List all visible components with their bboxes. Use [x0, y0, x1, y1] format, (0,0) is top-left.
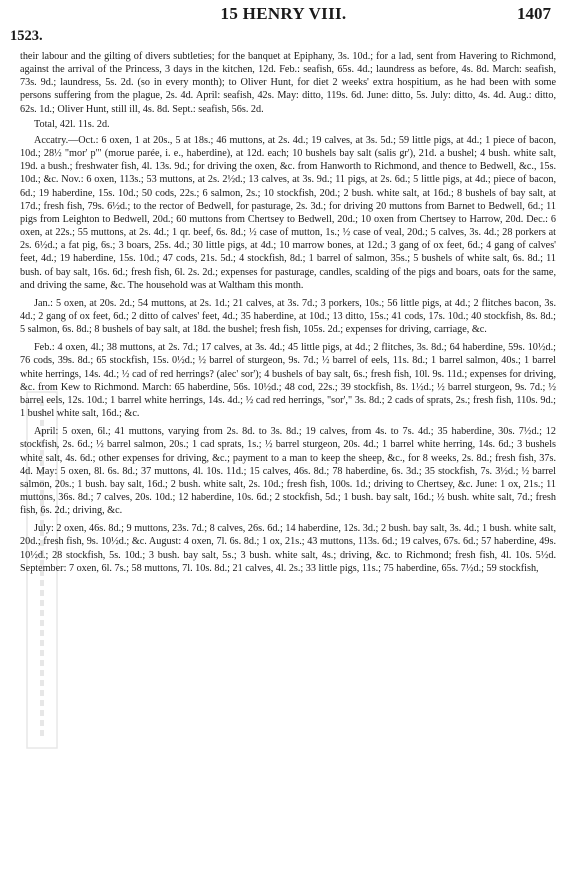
- running-header-title: 15 HENRY VIII.: [220, 4, 347, 23]
- paragraph-seafish-continued: their labour and the gilting of divers subtleties; for the banquet at Epiphany, 3s. 10d.; for a lad, sent from Havering to Richmond, against the arrival of the Princess, 3 days in the kitchen, 12d. Feb.: seafish, 65s. 4d.; laundress as before, 4s. 8d. March: seafish, 73s. 9d.; laundress, 5s. 2d. (so in every month); to Oliver Hunt, for diet 2 weeks' extra hospitium, as he had been with some persons suffering from the plague, 2s. 4d. April: seafish, 42s. May: ditto, 119s. 6d. June: ditto, 5s. July: ditto, 4s. 4d. Aug.: ditto, 62s. 1d.; Oliver Hunt, still ill, 4s. 8d. Sept.: seafish, 56s. 2d.: [20, 51, 556, 115]
- year-marker: 1523.: [10, 28, 43, 44]
- paragraph-february-march: Feb.: 4 oxen, 4l.; 38 muttons, at 2s. 7d.; 17 calves, at 3s. 4d.; 45 little pigs, at 4d.; 2 flitches, 3s. 8d.; 64 haberdine, 59s. 10½d.; 76 cods, 39s. 8d.; 65 stockfish, 15s. 0½d.; ½ barrel of sturgeon, 9s. 7d.; ½ barrel of eels, 11s. 8d.; 1 barrel salmon, 40s.; 1 barrel white herrings, 14s. 4d.; ½ cad of red herrings? (alec' sor'); 4 bushels of bay salt, 6s.; fresh fish, 10l. 9s. 11d.; expenses for driving, &c. from Kew to Richmond. March: 65 haberdine, 56s. 10½d.; 48 cod, 22s.; 39 stockfish, 8s. 1½d.; ½ barrel sturgeon, 9s. 7d.; ½ barrel eels, 12s. 10d.; 1 barrel white herrings, 14s. 4d.; ½ cad red herrings, "sor'," 3s. 8d.; 2 cads of sprats, 2s.; fresh fish, 110s. 9d.; 1 bushel white salt, 16d.; &c.: [20, 342, 556, 420]
- paragraph-january: Jan.: 5 oxen, at 20s. 2d.; 54 muttons, at 2s. 1d.; 21 calves, at 3s. 7d.; 3 porkers, 10s.; 56 little pigs, at 4d.; 2 flitches bacon, 3s. 4d.; 2 gang of ox feet, 6d.; 2 ditto of calves' feet, 4d.; 35 haberdine, at 10d.; 13 ditto, 15s.; 41 cods, 17s. 10d.; 40 stockfish, 8s. 8d.; 5 salmon, 6s. 8d.; 8 bushels of bay salt, at 18d. the bushel; fresh fish, 105s. 2d.; expenses for driving, carriage, &c.: [20, 297, 556, 336]
- paragraph-total: Total, 42l. 11s. 2d.: [34, 119, 110, 131]
- paragraph-accatry: Accatry.—Oct.: 6 oxen, 1 at 20s., 5 at 18s.; 46 muttons, at 2s. 4d.; 19 calves, at 3s. 5d.; 59 little pigs, at 4d.; 1 piece of bacon, 10d.; 28½ "mor' p'" (morue parée, i. e., haberdine), at 12d. each; 10 bushels bay salt (salis gr'), 21d. a bushel; 4 bush. white salt, 19d. a bush.; freshwater fish, 4l. 13s. 9d.; for driving the oxen, &c. from Hanworth to Richmond, and thence to Bedwell, &c., 15s. 10d.; &c. Nov.: 6 oxen, 113s.; 53 muttons, at 2s. 2½d.; 13 calves, at 3s. 9d.; 11 pigs, at 2s. 6d.; 5 little pigs, at 4d.; piece of bacon, 6d.; 19 haberdine, 15s. 10d.; 50 cods, 22s.; 6 salmon, 2s.; 10 stockfish, 20d.; 2 bush. white salt, at 16d.; 8 bushels of bay salt, at 17d.; fresh fish, 79s. 6½d.; to the rector of Bedwell, for pasturage, 2s. 3d.; for driving 20 muttons from Barnet to Bedwell, 6d.; 11 pigs from Leighton to Bedwell, 20d.; 60 muttons from Chertsey to Bedwell, 20d.; 10 oxen from Chertsey to Harrow, 20d. Dec.: 6 oxen, at 22s.; 55 muttons, at 2s. 4d.; 1 qr. beef, 6s. 8d.; ½ case of mutton, 1s.; ½ case of veal, 20d.; 5 calves, 3s. 4d.; 28 porkers at 2s. 6½d.; a fat pig, 6s.; 3 boars, 25s. 4d.; 30 little pigs, at 4d.; 10 marrow bones, at 12d.; 3 gang of ox feet, 6d.; 4 gang of calves' feet, 4d.; 19 haberdine, 15s. 10d.; 47 cods, 21s. 5d.; 4 stockfish, 8d.; 1 barrel of salmon, 35s.; 5 bushels of white salt, 6s. 8d.; 11 bush. of bay salt, 16s. 6d.; fresh fish, 6l. 2s. 2d.; expenses for pasturage, candles, scalding of the pigs and boars, oats for the same, and driving the same, &c. The household was at Waltham this month.: [20, 134, 556, 291]
- page-number: 1407: [517, 4, 551, 23]
- paragraph-april-may-june: April: 5 oxen, 6l.; 41 muttons, varying from 2s. 8d. to 3s. 8d.; 19 calves, from 4s. to 7s. 4d.; 35 haberdine, 30s. 7½d.; 12 stockfish, 2s. 6d.; ½ barrel salmon, 20s.; 1 cad sprats, 1s.; ½ barrel sturgeon, 20s. 4d.; 1 barrel white herring, 14s. 6d.; 3 bushels white salt, 4s. 6d.; other expenses for driving, &c.; payment to a man to keep the sheep, &c., for 8 weeks, 2s. 8d.; fresh fish, 37s. 4d. May: 5 oxen, 8l. 6s. 8d.; 37 muttons, 4l. 10s. 11d.; 15 calves, 46s. 8d.; 78 haberdine, 6s. 3d.; 35 stockfish, 7s. 3½d.; ½ barrel salmon, 20s.; 1 bush. bay salt, 16d.; 2 bush. white salt, 2s. 10d.; fresh fish, 100s. 1d.; driving to Chertsey, &c. June: 1 ox, 21s.; 11 muttons, 36s. 8d.; 7 calves, 20s. 10d.; 12 haberdine, 10s. 6d.; 2 stockfish, 5d.; 1 bush. bay salt, 16d.; ½ bush. white salt, 7d.; fresh fish, 6s. 2d.; driving, &c.: [20, 426, 556, 517]
- paragraph-july-august-september: July: 2 oxen, 46s. 8d.; 9 muttons, 23s. 7d.; 8 calves, 26s. 6d.; 14 haberdine, 12s. 3d.; 2 bush. bay salt, 3s. 4d.; 1 bush. white salt, 20d.; fresh fish, 9s. 10½d.; &c. August: 4 oxen, 7l. 6s. 8d.; 1 ox, 21s.; 43 muttons, 113s. 6d.; 19 calves, 67s. 6d.; 57 haberdine, 49s. 10½d.; 28 stockfish, 5s. 10d.; 3 bush. bay salt, 5s.; 3 bush. white salt, 4s.; driving, &c. to Richmond; fresh fish, 4l. 10s. 5½d. September: 7 oxen, 6l. 7s.; 58 muttons, 7l. 10s. 8d.; 21 calves, 4l. 2s.; 33 little pigs, 11s.; 75 haberdine, 65s. 7½d.; 59 stockfish,: [20, 523, 556, 574]
- document-body: [20, 50, 556, 577]
